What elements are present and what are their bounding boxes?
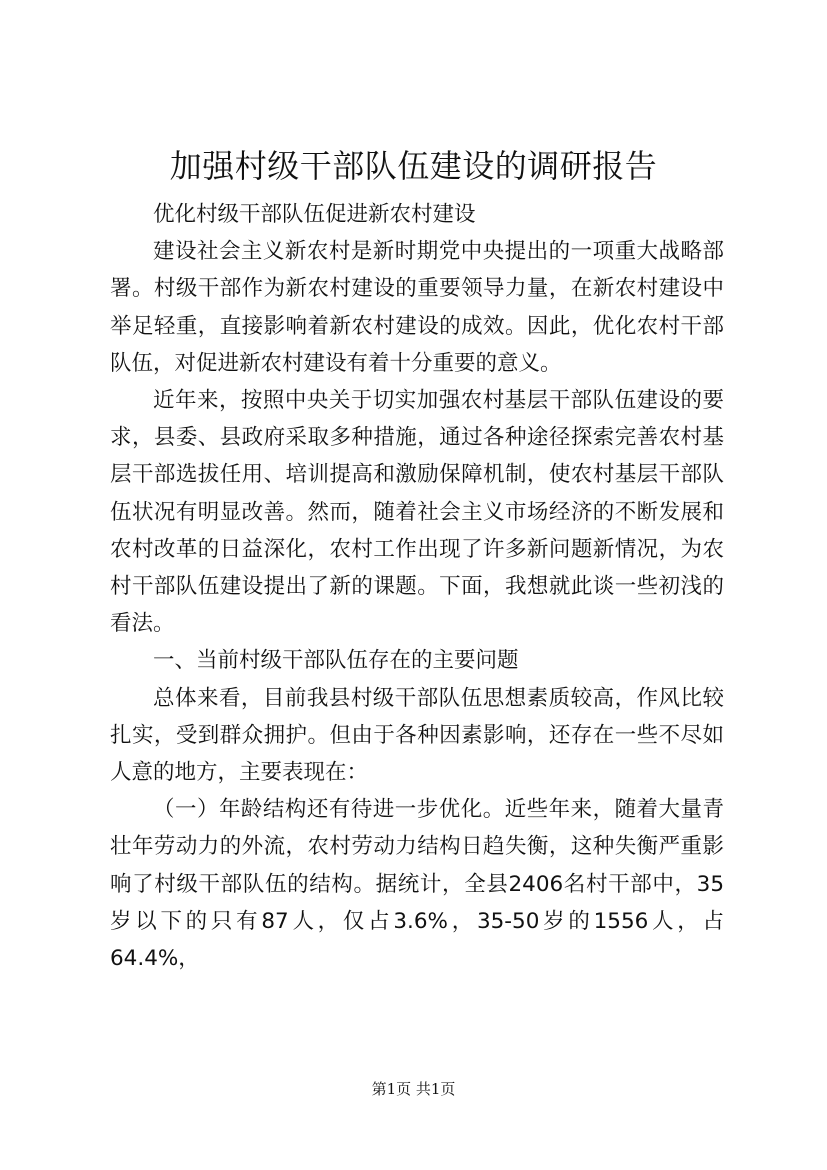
document-body <box>110 196 724 977</box>
subtitle-paragraph: 优化村级干部队伍促进新农村建设 <box>153 202 476 227</box>
body-paragraph: 近年来，按照中央关于切实加强农村基层干部队伍建设的要求，县委、县政府采取多种措施，通过各种途径探索完善农村基层干部选拔任用、培训提高和激励保障机制，使农村基层干部队伍状况有明显改善。然而，随着社会主义市场经济的不断发展和农村改革的日益深化，农村工作出现了许多新问题新情况，为农村干部队伍建设提出了新的课题。下面，我想就此谈一些初浅的看法。 <box>110 388 724 637</box>
body-paragraph: （一）年龄结构还有待进一步优化。近些年来，随着大量青壮年劳动力的外流，农村劳动力结构日趋失衡，这种失衡严重影响了村级干部队伍的结构。据统计，全县2406名村干部中，35岁以下的只有87人，仅占3.6%，35-50岁的1556人，占64.4%， <box>110 797 724 972</box>
page-footer: 第1页 共1页 <box>371 1080 456 1098</box>
body-paragraph: 建设社会主义新农村是新时期党中央提出的一项重大战略部署。村级干部作为新农村建设的重要领导力量，在新农村建设中举足轻重，直接影响着新农村建设的成效。因此，优化农村干部队伍，对促进新农村建设有着十分重要的意义。 <box>110 239 724 376</box>
section-heading: 一、当前村级干部队伍存在的主要问题 <box>153 648 519 674</box>
document-title: 加强村级干部队伍建设的调研报告 <box>169 147 658 185</box>
body-paragraph: 总体来看，目前我县村级干部队伍思想素质较高，作风比较扎实，受到群众拥护。但由于各种因素影响，还存在一些不尽如人意的地方，主要表现在： <box>110 685 724 786</box>
